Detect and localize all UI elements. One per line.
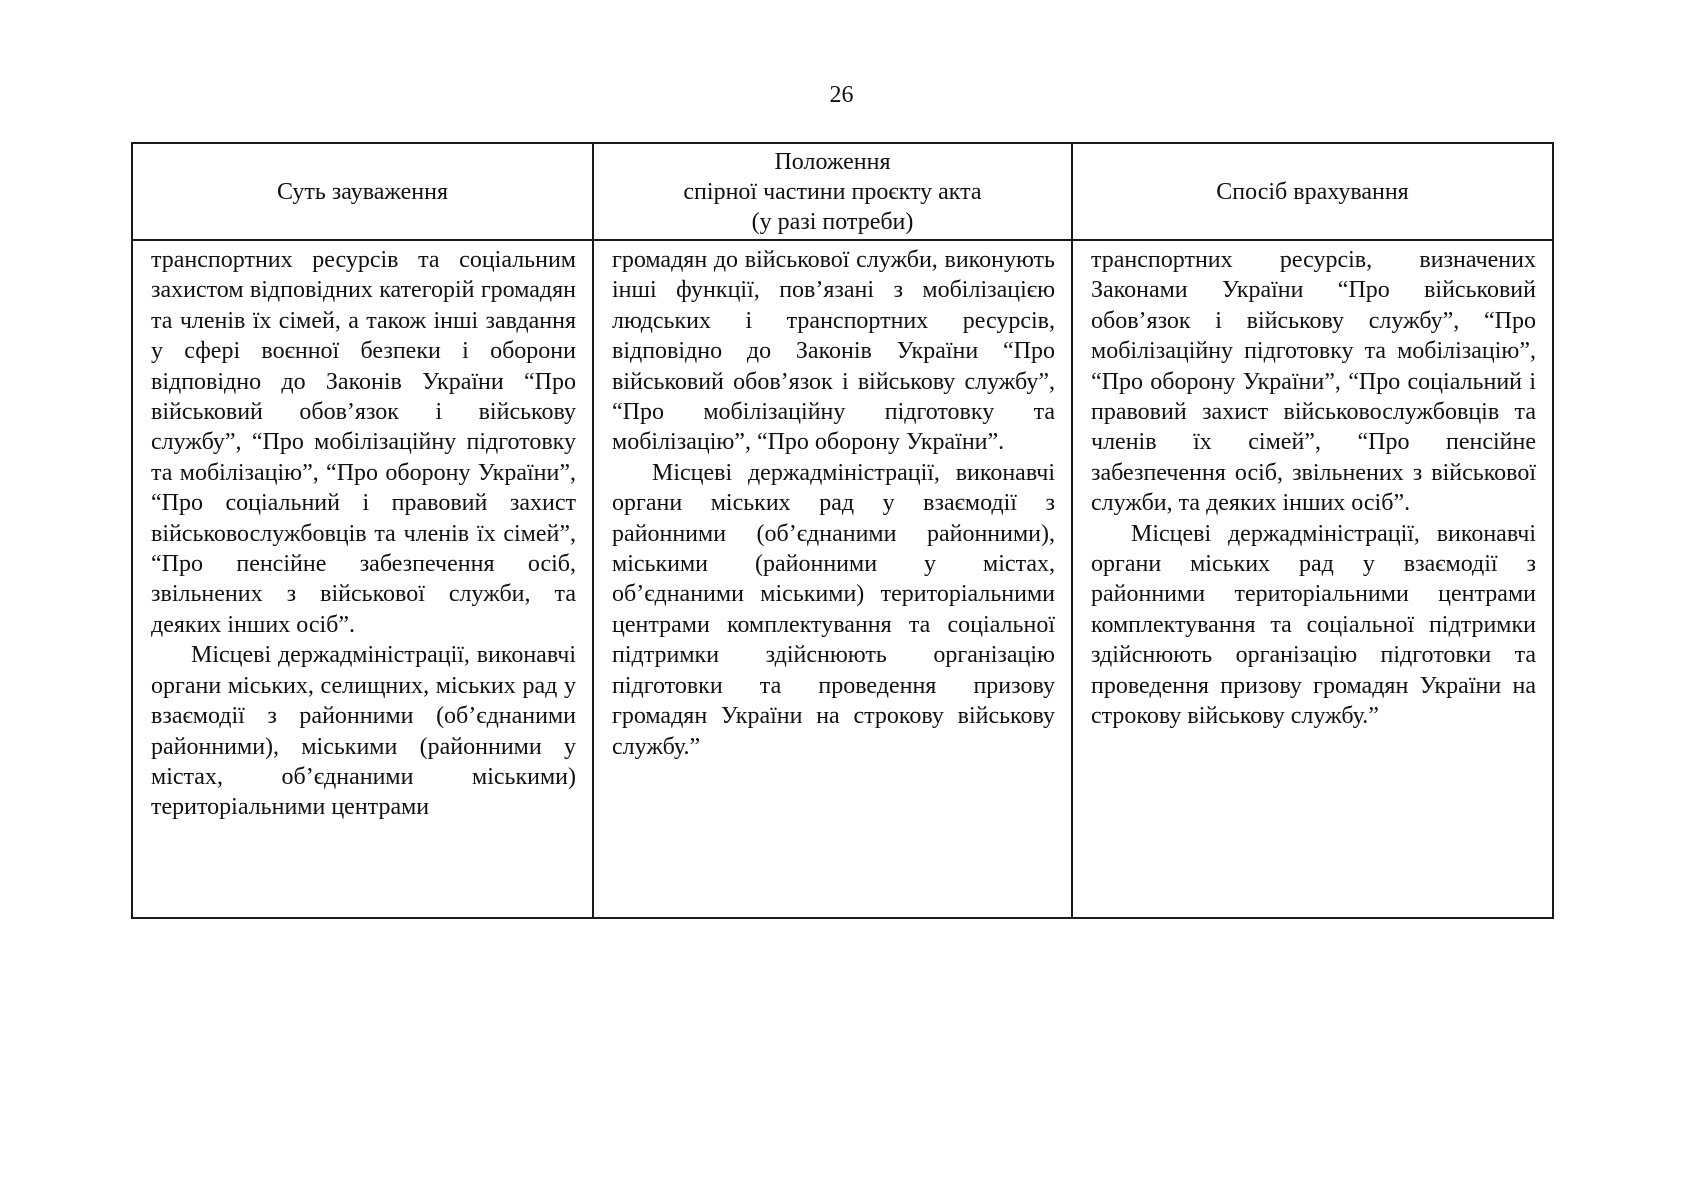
cell-essence-of-comment xyxy=(133,241,594,917)
comments-table xyxy=(131,142,1554,919)
header-method-label: Спосіб врахування xyxy=(1216,178,1409,205)
essence-paragraph-1: транспортних ресурсів та соціальним захистом відповідних категорій громадян та членів їх сімей, а також інші завдання у сфері воєнної безпеки і оборони відповідно до Законів України “Про військовий обов’язок і військову службу”, “Про мобілізаційну підготовку та мобілізацію”, “Про оборону України”, “Про соціальний і правовий захист військовослужбовців та членів їх сімей”, “Про пенсійне забезпечення осіб, звільнених з військової служби, та деяких інших осіб”. xyxy=(151,247,576,638)
header-disputed-line1: Положення xyxy=(774,148,891,175)
method-paragraph-1: транспортних ресурсів, визначених Законами України “Про військовий обов’язок і військову службу”, “Про мобілізаційну підготовку та мобілізацію”, “Про оборону України”, “Про соціальний і правовий захист військовослужбовців та членів їх сімей”, “Про пенсійне забезпечення осіб, звільнених з військової служби, та деяких інших осіб”. xyxy=(1091,247,1536,517)
header-essence-of-comment xyxy=(133,144,594,241)
disputed-paragraph-2: Місцеві держадміністрації, виконавчі органи міських рад у взаємодії з районними (об’єднаними районними), міськими (районними у містах, об’єднаними міськими) територіальними центрами комплектування та соціальної підтримки здійснюють організацію підготовки та проведення призову громадян України на строкову військову службу.” xyxy=(612,459,1055,760)
method-paragraph-2: Місцеві держадміністрації, виконавчі органи міських рад у взаємодії з районними територіальними центрами комплектування та соціальної підтримки здійснюють організацію підготовки та проведення призову громадян України на строкову військову службу.” xyxy=(1091,520,1536,730)
header-disputed-line2: спірної частини проєкту акта xyxy=(683,178,982,205)
header-method-of-consideration xyxy=(1073,144,1552,241)
header-disputed-line3: (у разі потреби) xyxy=(751,208,914,235)
cell-disputed-provision xyxy=(594,241,1073,917)
disputed-paragraph-1: громадян до військової служби, виконують інші функції, пов’язані з мобілізацією людських і транспортних ресурсів, відповідно до Законів України “Про військовий обов’язок і військову службу”, “Про мобілізаційну підготовку та мобілізацію”, “Про оборону України”. xyxy=(612,247,1055,456)
page-number: 26 xyxy=(829,82,854,108)
cell-method-of-consideration xyxy=(1073,241,1552,917)
header-disputed-provision xyxy=(594,144,1073,241)
essence-paragraph-2: Місцеві держадміністрації, виконавчі органи міських, селищних, міських рад у взаємодії з районними (об’єднаними районними), міськими (районними у містах, об’єднаними міськими) територіальними центрами xyxy=(151,642,576,821)
header-essence-label: Суть зауваження xyxy=(276,178,449,205)
